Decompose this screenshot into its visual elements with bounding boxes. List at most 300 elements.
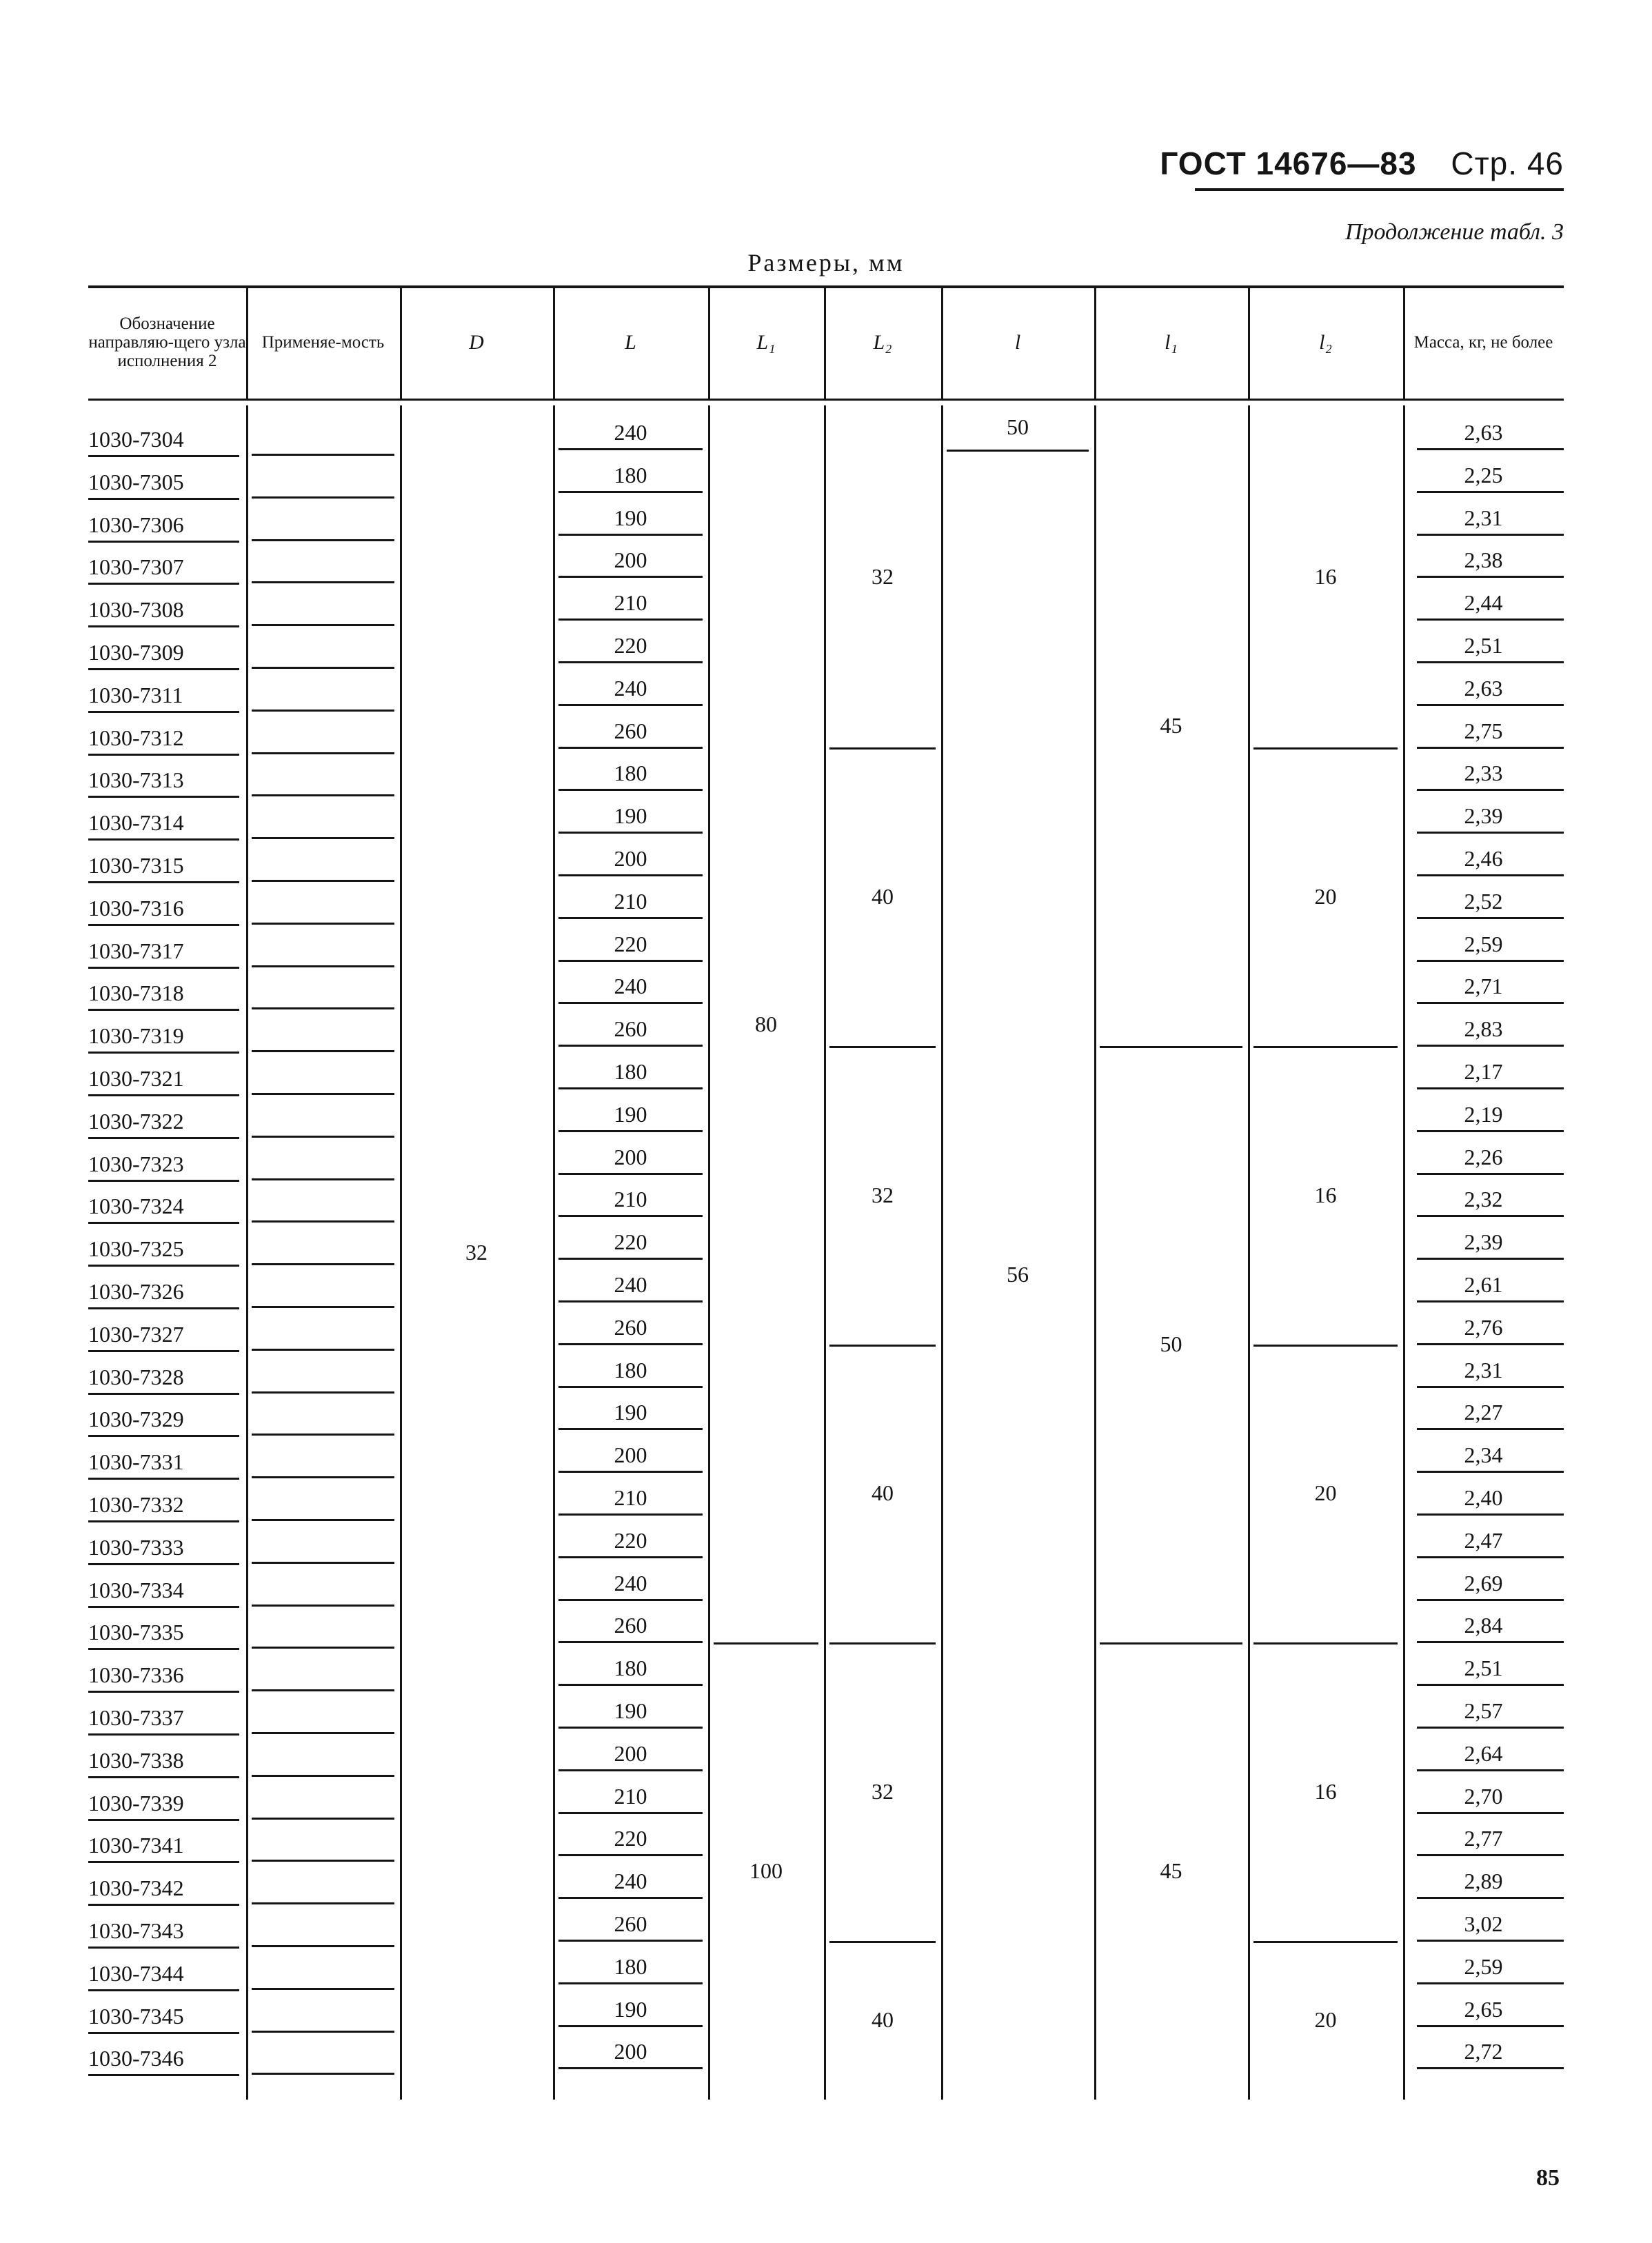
applicability-blank (252, 1434, 394, 1436)
row-underline (1417, 960, 1564, 962)
row-underline (88, 1094, 239, 1096)
length-L-cell: 200 (614, 1144, 647, 1169)
designation-cell: 1030-7338 (88, 1747, 184, 1773)
mass-cell: 2,44 (1464, 590, 1503, 616)
mass-cell: 2,52 (1464, 888, 1503, 914)
length-L-cell: 210 (614, 1187, 647, 1212)
length-L-cell: 190 (614, 1101, 647, 1127)
mass-cell: 2,72 (1464, 2039, 1503, 2064)
column-header: Масса, кг, не более (1413, 332, 1553, 352)
designation-cell: 1030-7316 (88, 895, 184, 921)
column-header: L₂ (873, 330, 892, 354)
designation-cell: 1030-7325 (88, 1236, 184, 1262)
row-underline (88, 1180, 239, 1182)
row-underline (88, 1606, 239, 1608)
applicability-blank (252, 1860, 394, 1862)
designation-cell: 1030-7334 (88, 1577, 184, 1602)
mass-cell: 2,76 (1464, 1314, 1503, 1340)
row-underline (558, 1641, 703, 1643)
designation-cell: 1030-7315 (88, 853, 184, 878)
row-underline (1417, 1428, 1564, 1430)
row-underline (88, 1435, 239, 1437)
designation-cell: 1030-7343 (88, 1918, 184, 1943)
row-underline (88, 1691, 239, 1693)
row-underline (558, 618, 703, 621)
designation-cell: 1030-7319 (88, 1023, 184, 1049)
designation-cell: 1030-7311 (88, 682, 183, 707)
applicability-blank (252, 880, 394, 882)
row-underline (558, 491, 703, 493)
designation-cell: 1030-7332 (88, 1492, 184, 1517)
mass-cell: 2,70 (1464, 1783, 1503, 1809)
applicability-blank (252, 1391, 394, 1394)
column-header: Применяе-мость (261, 332, 385, 352)
length-L-cell: 240 (614, 1272, 647, 1297)
designation-cell: 1030-7309 (88, 640, 184, 665)
mass-cell: 2,51 (1464, 1656, 1503, 1681)
row-underline (1417, 1727, 1564, 1729)
row-underline (1417, 1599, 1564, 1601)
row-underline (1417, 1854, 1564, 1856)
mass-cell: 2,89 (1464, 1869, 1503, 1894)
mass-cell: 2,39 (1464, 1229, 1503, 1255)
column-header: L (625, 330, 636, 354)
designation-cell: 1030-7335 (88, 1620, 184, 1645)
row-underline (88, 796, 239, 798)
row-underline (88, 1307, 239, 1309)
row-underline (1417, 661, 1564, 663)
designation-cell: 1030-7323 (88, 1151, 184, 1176)
length-L-cell: 260 (614, 1613, 647, 1638)
row-underline (1417, 1087, 1564, 1089)
row-underline (558, 747, 703, 749)
row-underline (1417, 1769, 1564, 1771)
applicability-blank (252, 1349, 394, 1351)
header-rule (1195, 188, 1564, 191)
row-underline (558, 1727, 703, 1729)
row-underline (88, 1904, 239, 1906)
length-L-cell: 180 (614, 1357, 647, 1382)
row-underline (88, 1563, 239, 1565)
row-underline (558, 1386, 703, 1388)
row-underline (1417, 491, 1564, 493)
row-underline (1417, 1684, 1564, 1686)
applicability-blank (252, 539, 394, 541)
length-L-cell: 240 (614, 1570, 647, 1596)
row-underline (558, 1130, 703, 1132)
column-header: D (469, 330, 484, 354)
merged-l2-cell: 20 (1314, 1480, 1337, 1506)
mass-cell: 2,57 (1464, 1698, 1503, 1723)
row-underline (558, 661, 703, 663)
merged-l1-cell: 50 (1160, 1331, 1182, 1357)
row-underline (1417, 832, 1564, 834)
applicability-blank (252, 667, 394, 669)
row-underline (88, 1947, 239, 1949)
applicability-blank (252, 1902, 394, 1904)
mass-cell: 2,64 (1464, 1740, 1503, 1766)
designation-cell: 1030-7329 (88, 1407, 184, 1432)
row-underline (1417, 874, 1564, 876)
designation-cell: 1030-7333 (88, 1534, 184, 1560)
row-underline (88, 1989, 239, 1991)
length-L-cell: 210 (614, 1485, 647, 1510)
applicability-blank (252, 752, 394, 754)
applicability-blank (252, 2031, 394, 2033)
mass-cell: 2,77 (1464, 1826, 1503, 1851)
length-L-cell: 200 (614, 2039, 647, 2064)
row-underline (88, 1265, 239, 1267)
merged-L1-cell: 80 (755, 1011, 777, 1036)
designation-cell: 1030-7345 (88, 2003, 184, 2029)
row-underline (88, 754, 239, 756)
designation-cell: 1030-7331 (88, 1449, 184, 1475)
row-underline (558, 1045, 703, 1047)
row-underline (558, 1471, 703, 1473)
row-underline (558, 534, 703, 536)
merged-l1-cell: 45 (1160, 713, 1182, 738)
applicability-blank (252, 1562, 394, 1564)
merged-l2-cell: 16 (1314, 1778, 1337, 1804)
mass-cell: 2,34 (1464, 1442, 1503, 1468)
row-underline (558, 576, 703, 578)
applicability-blank (252, 1988, 394, 1990)
row-underline (88, 1350, 239, 1352)
row-underline (88, 1819, 239, 1821)
row-underline (88, 1733, 239, 1736)
row-underline (1417, 1940, 1564, 1942)
length-L-cell: 220 (614, 1229, 647, 1255)
applicability-blank (252, 2073, 394, 2075)
row-underline (558, 1897, 703, 1899)
row-underline (88, 1222, 239, 1224)
row-underline (558, 789, 703, 791)
row-underline (1417, 1300, 1564, 1302)
column-divider (246, 405, 248, 2100)
row-underline (558, 1513, 703, 1516)
designation-cell: 1030-7314 (88, 810, 184, 836)
document-header (1160, 145, 1564, 182)
length-L-cell: 260 (614, 718, 647, 743)
length-L-cell: 260 (614, 1314, 647, 1340)
merged-L2-cell: 32 (872, 1778, 894, 1804)
designation-cell: 1030-7306 (88, 512, 184, 537)
length-L-cell: 240 (614, 675, 647, 701)
mass-cell: 2,26 (1464, 1144, 1503, 1169)
page-label: Стр. 46 (1451, 145, 1564, 181)
applicability-blank (252, 837, 394, 839)
applicability-blank (252, 1605, 394, 1607)
applicability-blank (252, 1007, 394, 1009)
length-L-cell: 240 (614, 974, 647, 999)
column-header: l₁ (1165, 330, 1178, 354)
row-underline (1417, 1471, 1564, 1473)
mass-cell: 2,38 (1464, 547, 1503, 573)
mass-cell: 2,39 (1464, 803, 1503, 829)
row-underline (88, 1648, 239, 1650)
row-underline (1417, 534, 1564, 536)
merged-L2-cell: 32 (872, 1182, 894, 1207)
row-underline (1417, 1556, 1564, 1558)
row-underline (558, 704, 703, 706)
row-underline (558, 2025, 703, 2027)
designation-cell: 1030-7305 (88, 469, 184, 494)
designation-cell: 1030-7342 (88, 1875, 184, 1901)
designation-cell: 1030-7322 (88, 1108, 184, 1134)
designation-cell: 1030-7341 (88, 1833, 184, 1858)
row-underline (558, 1982, 703, 1984)
merged-L2-cell: 32 (872, 563, 894, 589)
row-underline (558, 1684, 703, 1686)
row-underline (88, 583, 239, 585)
row-underline (558, 874, 703, 876)
applicability-blank (252, 923, 394, 925)
row-underline (88, 455, 239, 457)
row-underline (1417, 1641, 1564, 1643)
row-underline (88, 668, 239, 670)
designation-cell: 1030-7324 (88, 1194, 184, 1219)
merged-l-cell: 50 (1007, 414, 1029, 440)
designation-cell: 1030-7327 (88, 1321, 184, 1347)
applicability-blank (252, 1220, 394, 1223)
merged-l-cell: 56 (1007, 1261, 1029, 1287)
row-underline (1417, 1258, 1564, 1260)
length-L-cell: 190 (614, 505, 647, 530)
row-underline (88, 881, 239, 883)
applicability-blank (252, 710, 394, 712)
designation-cell: 1030-7318 (88, 980, 184, 1006)
designation-cell: 1030-7344 (88, 1960, 184, 1986)
column-header: Обозначение направляю-щего узла исполнения 2 (88, 314, 246, 370)
row-underline (1417, 1897, 1564, 1899)
applicability-blank (252, 1136, 394, 1138)
row-underline (558, 1087, 703, 1089)
row-underline (1417, 704, 1564, 706)
length-L-cell: 190 (614, 803, 647, 829)
length-L-cell: 180 (614, 1656, 647, 1681)
length-L-cell: 200 (614, 846, 647, 871)
row-underline (1417, 1045, 1564, 1047)
mass-cell: 3,02 (1464, 1911, 1503, 1936)
length-L-cell: 200 (614, 1740, 647, 1766)
mass-cell: 2,63 (1464, 675, 1503, 701)
length-L-cell: 260 (614, 1911, 647, 1936)
column-header: l₂ (1319, 330, 1332, 354)
row-underline (558, 1343, 703, 1345)
applicability-blank (252, 1689, 394, 1691)
applicability-blank (252, 1818, 394, 1820)
length-L-cell: 190 (614, 1996, 647, 2022)
row-underline (558, 1812, 703, 1814)
mass-cell: 2,59 (1464, 931, 1503, 956)
length-L-cell: 220 (614, 931, 647, 956)
row-underline (1417, 789, 1564, 791)
row-underline (88, 838, 239, 841)
row-underline (88, 1137, 239, 1139)
row-underline (88, 1776, 239, 1778)
designation-cell: 1030-7346 (88, 2046, 184, 2071)
row-underline (1417, 747, 1564, 749)
applicability-blank (252, 1519, 394, 1521)
applicability-blank (252, 965, 394, 967)
mass-cell: 2,47 (1464, 1527, 1503, 1553)
applicability-blank (252, 454, 394, 456)
merged-l1-cell: 45 (1160, 1858, 1182, 1884)
designation-cell: 1030-7339 (88, 1790, 184, 1815)
row-underline (1417, 1215, 1564, 1217)
designation-cell: 1030-7336 (88, 1662, 184, 1688)
designation-cell: 1030-7307 (88, 554, 184, 580)
applicability-blank (252, 794, 394, 796)
row-underline (1417, 1812, 1564, 1814)
mass-cell: 2,19 (1464, 1101, 1503, 1127)
merged-l2-cell: 16 (1314, 1182, 1337, 1207)
row-underline (558, 1769, 703, 1771)
merged-l2-cell: 20 (1314, 2007, 1337, 2033)
merged-L2-cell: 40 (872, 1480, 894, 1506)
row-underline (1417, 1173, 1564, 1175)
designation-cell: 1030-7326 (88, 1279, 184, 1304)
units-caption (0, 248, 1652, 277)
column-header: L₁ (756, 330, 776, 354)
designation-cell: 1030-7313 (88, 767, 184, 793)
row-underline (88, 625, 239, 627)
applicability-blank (252, 496, 394, 499)
units-label: Размеры, мм (747, 249, 905, 276)
row-underline (88, 2074, 239, 2076)
row-underline (558, 960, 703, 962)
merged-L2-cell: 40 (872, 884, 894, 909)
designation-cell: 1030-7312 (88, 725, 184, 750)
mass-cell: 2,63 (1464, 420, 1503, 445)
applicability-blank (252, 624, 394, 626)
applicability-blank (252, 1476, 394, 1478)
row-underline (558, 1002, 703, 1004)
row-underline (558, 1173, 703, 1175)
row-underline (1417, 917, 1564, 919)
mass-cell: 2,32 (1464, 1187, 1503, 1212)
length-L-cell: 190 (614, 1400, 647, 1425)
length-L-cell: 210 (614, 888, 647, 914)
mass-cell: 2,27 (1464, 1400, 1503, 1425)
length-L-cell: 180 (614, 761, 647, 786)
mass-cell: 2,71 (1464, 974, 1503, 999)
mass-cell: 2,59 (1464, 1953, 1503, 1979)
row-underline (1417, 1513, 1564, 1516)
applicability-blank (252, 581, 394, 583)
diameter-D-cell: 32 (465, 1240, 487, 1265)
row-underline (558, 1428, 703, 1430)
row-underline (88, 967, 239, 969)
table-header-rule (88, 399, 1564, 401)
row-underline (1417, 2025, 1564, 2027)
row-underline (88, 1009, 239, 1011)
mass-cell: 2,83 (1464, 1016, 1503, 1042)
row-underline (1417, 2067, 1564, 2069)
column-header: l (1014, 330, 1021, 354)
row-underline (88, 498, 239, 500)
row-underline (558, 1258, 703, 1260)
length-L-cell: 180 (614, 1059, 647, 1084)
standard-title: ГОСТ 14676—83 (1160, 145, 1417, 181)
applicability-blank (252, 1050, 394, 1052)
mass-cell: 2,25 (1464, 462, 1503, 487)
designation-cell: 1030-7308 (88, 597, 184, 623)
row-underline (88, 2032, 239, 2034)
row-underline (1417, 1002, 1564, 1004)
row-underline (88, 1861, 239, 1863)
row-underline (1417, 576, 1564, 578)
length-L-cell: 240 (614, 420, 647, 445)
designation-cell: 1030-7321 (88, 1066, 184, 1091)
designation-cell: 1030-7328 (88, 1364, 184, 1389)
applicability-blank (252, 1945, 394, 1947)
row-underline (1417, 618, 1564, 621)
page-number: 85 (1536, 2165, 1560, 2191)
designation-cell: 1030-7304 (88, 427, 184, 452)
row-underline (88, 1052, 239, 1054)
length-L-cell: 260 (614, 1016, 647, 1042)
mass-cell: 2,61 (1464, 1272, 1503, 1297)
merged-L2-cell: 40 (872, 2007, 894, 2033)
row-underline (558, 1300, 703, 1302)
applicability-blank (252, 1775, 394, 1777)
row-underline (558, 1556, 703, 1558)
applicability-blank (252, 1647, 394, 1649)
row-underline (558, 1599, 703, 1601)
applicability-blank (252, 1263, 394, 1265)
merged-l2-cell: 16 (1314, 563, 1337, 589)
length-L-cell: 220 (614, 633, 647, 658)
length-L-cell: 200 (614, 547, 647, 573)
mass-cell: 2,65 (1464, 1996, 1503, 2022)
row-underline (1417, 1982, 1564, 1984)
row-underline (88, 711, 239, 713)
row-underline (558, 832, 703, 834)
designation-cell: 1030-7337 (88, 1705, 184, 1730)
row-underline (88, 541, 239, 543)
table-continuation-note: Продолжение табл. 3 (1344, 219, 1564, 245)
row-underline (558, 1215, 703, 1217)
mass-cell: 2,69 (1464, 1570, 1503, 1596)
applicability-blank (252, 1178, 394, 1180)
length-L-cell: 190 (614, 1698, 647, 1723)
mass-cell: 2,46 (1464, 846, 1503, 871)
row-underline (88, 1520, 239, 1522)
mass-cell: 2,33 (1464, 761, 1503, 786)
mass-cell: 2,31 (1464, 1357, 1503, 1382)
row-underline (558, 2067, 703, 2069)
length-L-cell: 210 (614, 1783, 647, 1809)
mass-cell: 2,40 (1464, 1485, 1503, 1510)
row-underline (558, 1940, 703, 1942)
mass-cell: 2,84 (1464, 1613, 1503, 1638)
row-underline (1417, 1386, 1564, 1388)
row-underline (558, 448, 703, 450)
mass-cell: 2,17 (1464, 1059, 1503, 1084)
length-L-cell: 180 (614, 462, 647, 487)
row-underline (558, 1854, 703, 1856)
mass-cell: 2,51 (1464, 633, 1503, 658)
length-L-cell: 240 (614, 1869, 647, 1894)
length-L-cell: 210 (614, 590, 647, 616)
applicability-blank (252, 1306, 394, 1308)
merged-l2-cell: 20 (1314, 884, 1337, 909)
mass-cell: 2,75 (1464, 718, 1503, 743)
row-underline (1417, 448, 1564, 450)
length-L-cell: 200 (614, 1442, 647, 1468)
applicability-blank (252, 1093, 394, 1095)
